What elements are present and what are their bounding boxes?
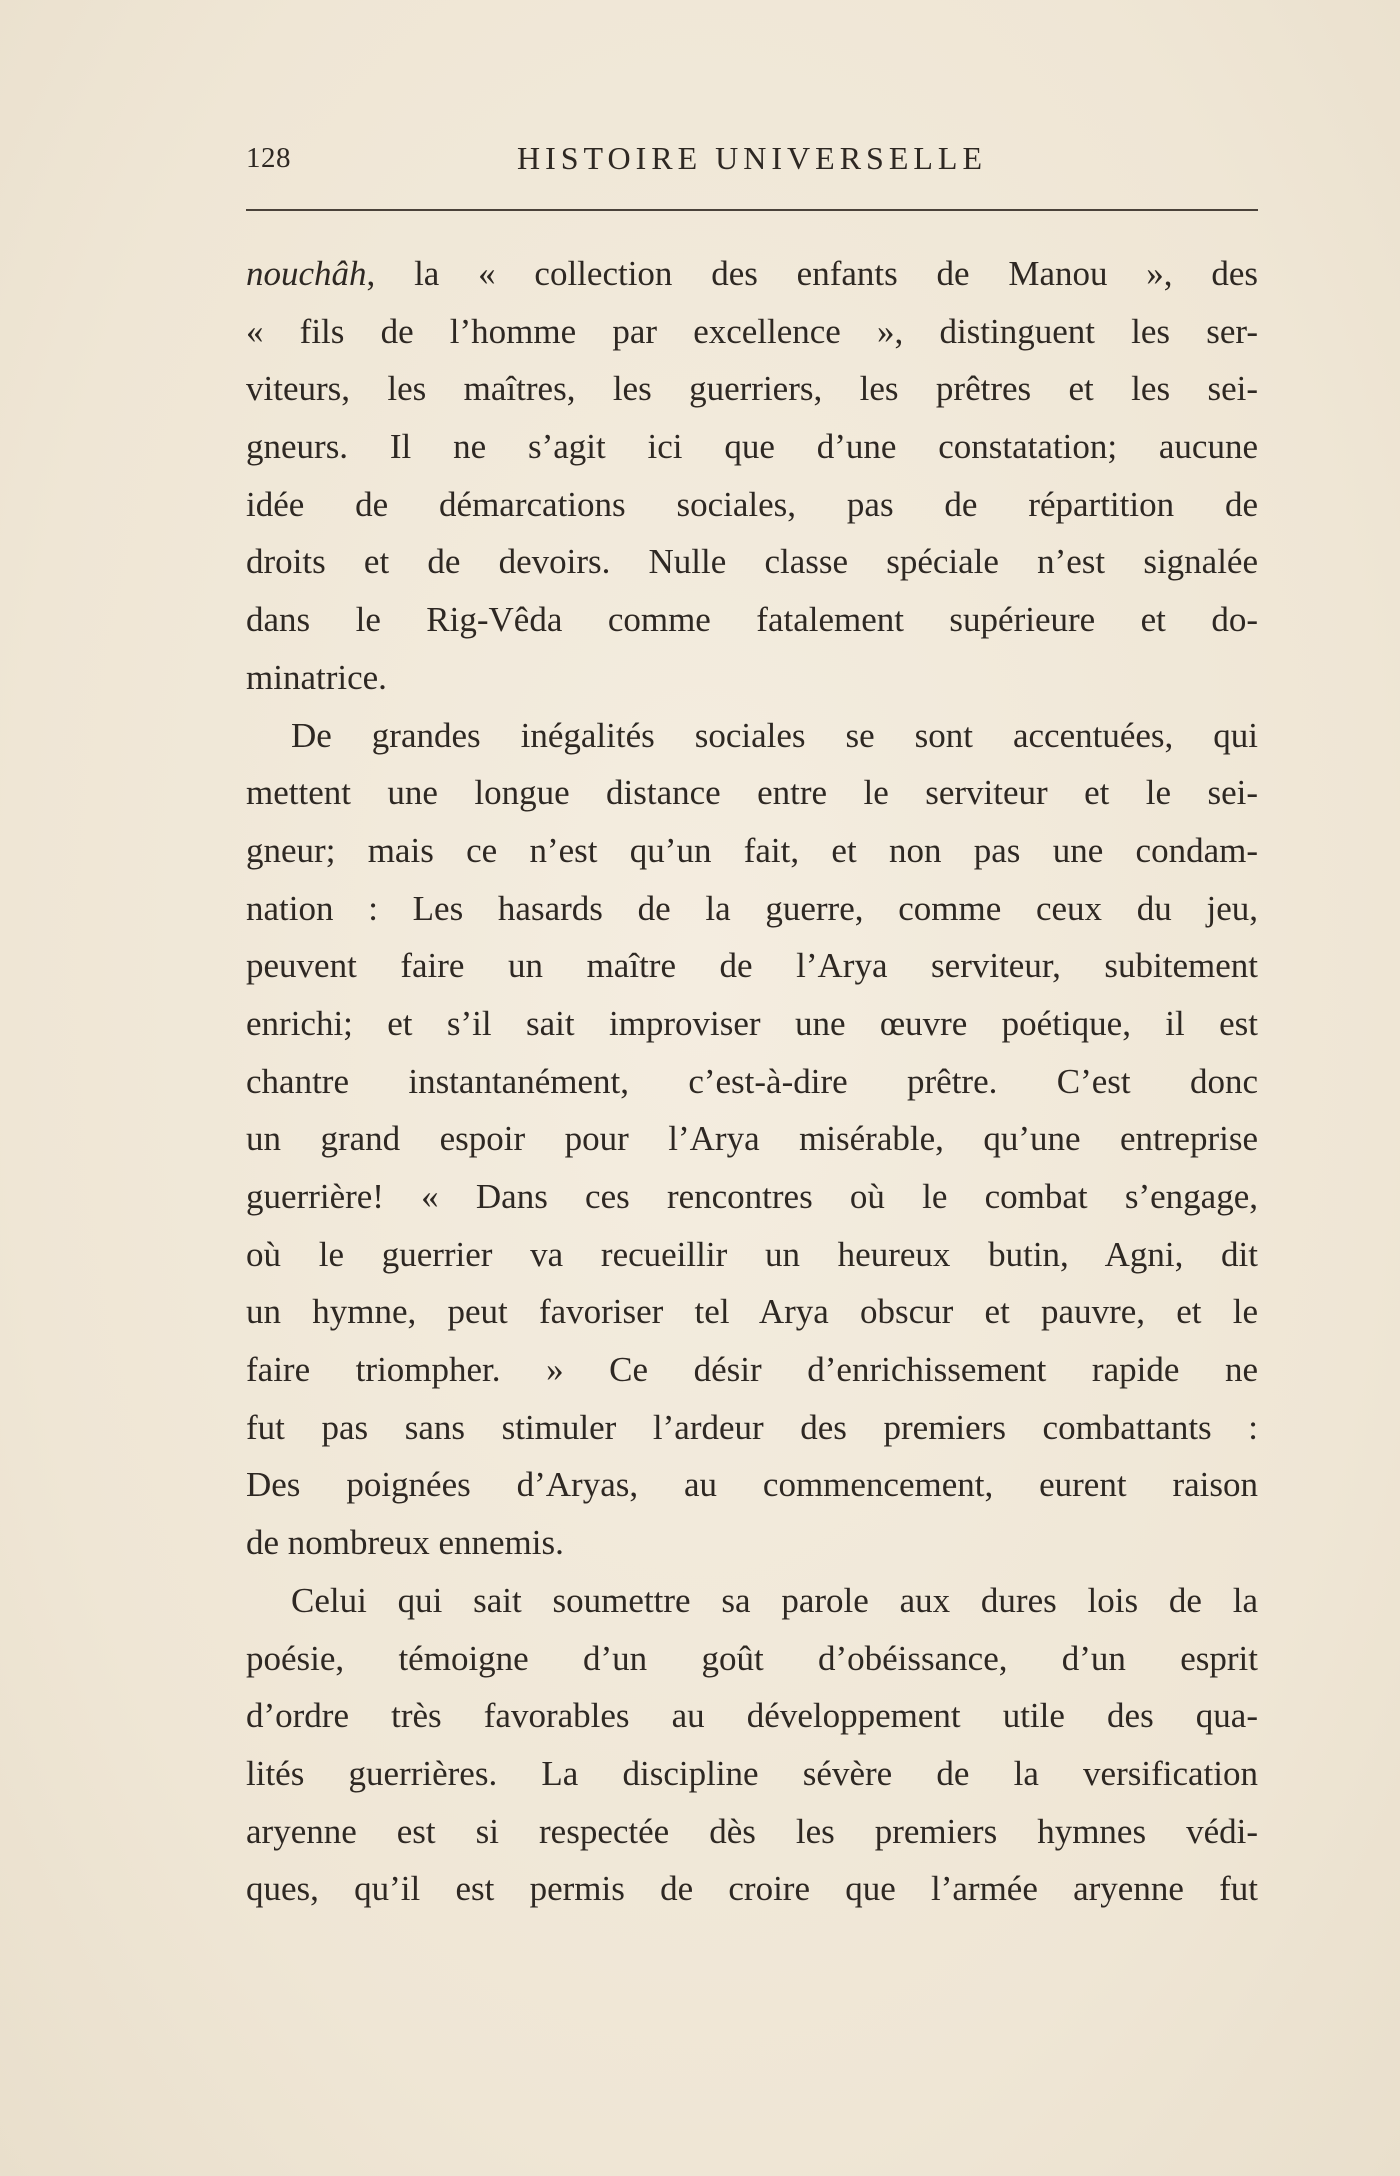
- running-title: HISTOIRE UNIVERSELLE: [516, 140, 988, 176]
- text-line: [246, 649, 1258, 707]
- text-segment: , la « collection des enfants de Manou », des: [366, 254, 1258, 293]
- text-segment: Des poignées d’Aryas, au commencement, eurent raison: [246, 1465, 1258, 1505]
- text-segment: chantre instantanément, c’est-à-dire prêtre. C’est donc: [246, 1061, 1258, 1101]
- text-line: [246, 303, 1258, 361]
- text-segment: de nombreux ennemis.: [246, 1523, 564, 1563]
- text-segment: lités guerrières. La discipline sévère de la versification: [246, 1753, 1258, 1793]
- text-line: [246, 360, 1258, 418]
- text-line: [246, 1687, 1258, 1745]
- text-line: [246, 1226, 1258, 1284]
- text-line: [246, 1803, 1258, 1861]
- text-segment: d’ordre très favorables au développement utile des qua-: [246, 1696, 1258, 1736]
- text-segment: « fils de l’homme par excellence », distinguent les ser-: [246, 311, 1258, 351]
- text-line: [246, 1745, 1258, 1803]
- text-line: [246, 707, 1258, 765]
- text-segment: viteurs, les maîtres, les guerriers, les prêtres et les sei-: [246, 369, 1258, 409]
- text-segment: aryenne est si respectée dès les premiers hymnes védi-: [246, 1811, 1258, 1851]
- text-segment-italic: nouchâh: [246, 254, 367, 293]
- text-segment: gneurs. Il ne s’agit ici que d’une constatation; aucune: [246, 427, 1258, 467]
- text-line: [246, 880, 1258, 938]
- text-segment: De grandes inégalités sociales se sont accentuées, qui: [291, 715, 1258, 755]
- text-segment: Celui qui sait soumettre sa parole aux dures lois de la: [291, 1580, 1258, 1620]
- text-line: [246, 418, 1258, 476]
- header-rule: [246, 209, 1258, 211]
- text-line: [246, 1110, 1258, 1168]
- text-segment: idée de démarcations sociales, pas de répartition de: [246, 484, 1258, 524]
- text-line: [246, 1399, 1258, 1457]
- text-segment: minatrice.: [246, 657, 387, 697]
- text-segment: poésie, témoigne d’un goût d’obéissance, d’un esprit: [246, 1638, 1258, 1678]
- text-line: [246, 245, 1258, 303]
- text-line: [246, 1456, 1258, 1514]
- text-segment: enrichi; et s’il sait improviser une œuvre poétique, il est: [246, 1003, 1258, 1043]
- page-number: 128: [246, 142, 291, 174]
- text-line: [246, 1630, 1258, 1688]
- text-segment: un hymne, peut favoriser tel Arya obscur et pauvre, et le: [246, 1292, 1258, 1332]
- text-segment: un grand espoir pour l’Arya misérable, qu’une entreprise: [246, 1119, 1258, 1159]
- text-segment: droits et de devoirs. Nulle classe spéciale n’est signalée: [246, 542, 1258, 582]
- text-line: [246, 937, 1258, 995]
- text-segment: nation : Les hasards de la guerre, comme ceux du jeu,: [246, 888, 1258, 928]
- text-line: [246, 822, 1258, 880]
- text-segment: guerrière! « Dans ces rencontres où le combat s’engage,: [246, 1177, 1258, 1216]
- text-line: [246, 591, 1258, 649]
- text-segment: où le guerrier va recueillir un heureux butin, Agni, dit: [246, 1234, 1258, 1274]
- text-line: [246, 1053, 1258, 1111]
- text-segment: faire triompher. » Ce désir d’enrichissement rapide ne: [246, 1350, 1258, 1390]
- text-segment: gneur; mais ce n’est qu’un fait, et non pas une condam-: [246, 830, 1258, 870]
- text-segment: peuvent faire un maître de l’Arya serviteur, subitement: [246, 946, 1258, 986]
- text-line: [246, 995, 1258, 1053]
- body-text: [246, 245, 1258, 1918]
- text-segment: fut pas sans stimuler l’ardeur des premiers combattants :: [246, 1407, 1258, 1447]
- page-header: [246, 140, 1258, 184]
- text-line: [246, 476, 1258, 534]
- text-line: [246, 1572, 1258, 1630]
- text-segment: dans le Rig-Vêda comme fatalement supérieure et do-: [246, 600, 1258, 640]
- text-line: [246, 1514, 1258, 1572]
- text-line: [246, 1283, 1258, 1341]
- text-line: [246, 1860, 1258, 1918]
- text-segment: mettent une longue distance entre le serviteur et le sei-: [246, 773, 1258, 813]
- text-line: [246, 764, 1258, 822]
- text-line: [246, 1168, 1258, 1226]
- text-line: [246, 533, 1258, 591]
- text-segment: ques, qu’il est permis de croire que l’armée aryenne fut: [246, 1869, 1258, 1909]
- text-line: [246, 1341, 1258, 1399]
